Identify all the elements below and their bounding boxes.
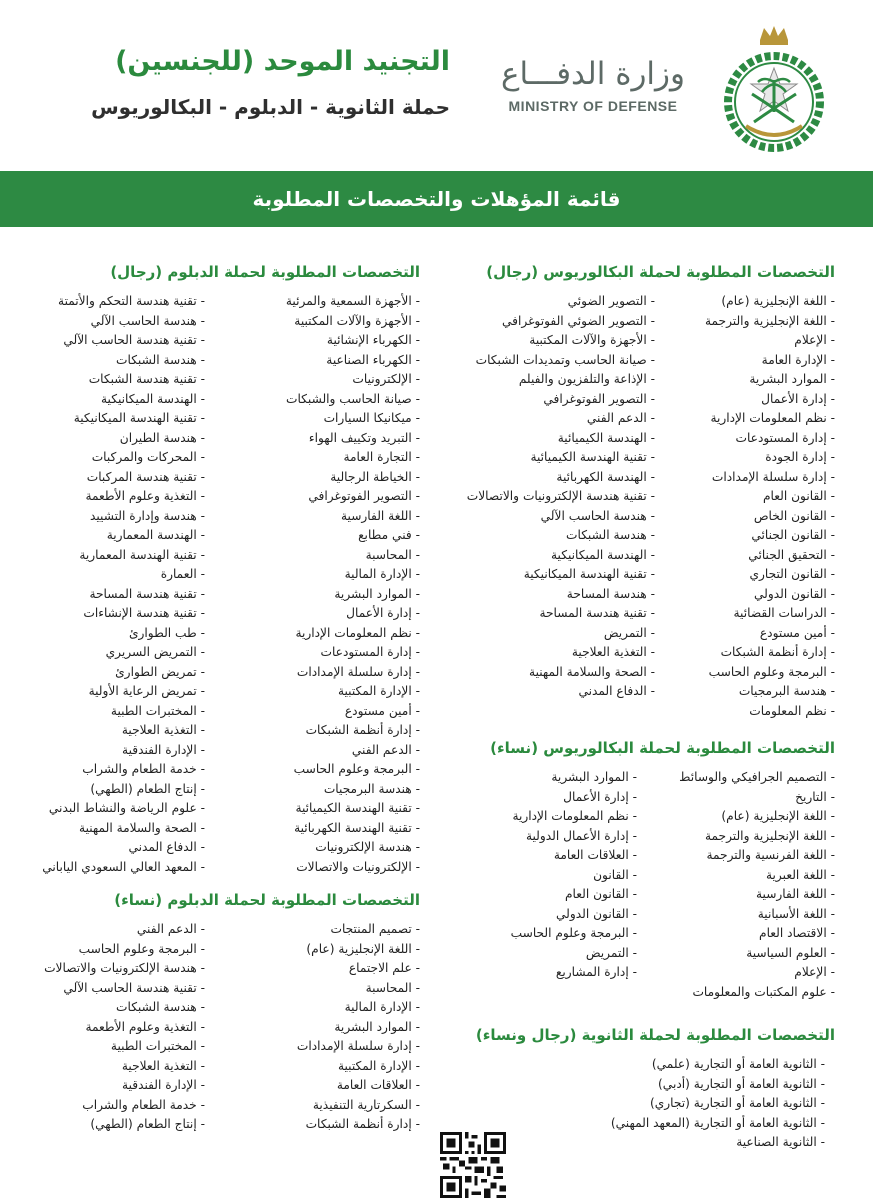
list-item: - البرمجة وعلوم الحاسب xyxy=(40,940,205,960)
list-item: - إدارة الأعمال xyxy=(655,390,835,410)
list-item: - هندسة الحاسب الآلي xyxy=(475,507,655,527)
list-item: - الثانوية العامة أو التجارية (المعهد المهني) xyxy=(595,1114,825,1134)
page-subtitle: حملة الثانوية - الدبلوم - البكالوريوس xyxy=(91,95,450,119)
list-item: - التغذية العلاجية xyxy=(40,721,205,741)
list-item: - ميكانيكا السيارات xyxy=(205,409,420,429)
section-heading: التخصصات المطلوبة لحملة البكالوريوس (نساء) xyxy=(490,739,835,757)
list-item: - اللغة الفرنسية والترجمة xyxy=(637,846,835,866)
list-item: - القانون xyxy=(475,866,637,886)
section-bachelor-women xyxy=(475,738,835,1002)
list-item: - الأجهزة والآلات المكتبية xyxy=(205,312,420,332)
list-item: - العلاقات العامة xyxy=(205,1076,420,1096)
banner-title: قائمة المؤهلات والتخصصات المطلوبة xyxy=(0,171,873,227)
list-item: - هندسة وإدارة التشييد xyxy=(40,507,205,527)
list-item: - الإعلام xyxy=(655,331,835,351)
list-column xyxy=(40,292,205,877)
list-item: - تقنية هندسة الإنشاءات xyxy=(40,604,205,624)
list-item: - إدارة الأعمال xyxy=(205,604,420,624)
list-item: - القانون الدولي xyxy=(655,585,835,605)
section-heading: التخصصات المطلوبة لحملة البكالوريوس (رجال) xyxy=(486,263,835,281)
list-item: - تصميم المنتجات xyxy=(205,920,420,940)
list-item: - التصوير الفوتوغرافي xyxy=(475,390,655,410)
list-item: - إدارة أنظمة الشبكات xyxy=(205,721,420,741)
list-item: - العمارة xyxy=(40,565,205,585)
list-item: - تقنية الهندسة الميكانيكية xyxy=(475,565,655,585)
list-item: - القانون الخاص xyxy=(655,507,835,527)
list-item: - التصوير الضوئي xyxy=(475,292,655,312)
list-item: - الأجهزة والآلات المكتبية xyxy=(475,331,655,351)
list-item: - التغذية العلاجية xyxy=(40,1057,205,1077)
list-item: - المحاسبة xyxy=(205,979,420,999)
list-item: - الإدارة العامة xyxy=(655,351,835,371)
list-item: - نظم المعلومات الإدارية xyxy=(205,624,420,644)
list-item: - علم الاجتماع xyxy=(205,959,420,979)
list-column xyxy=(655,292,835,721)
list-item: - هندسة الحاسب الآلي xyxy=(40,312,205,332)
list-item: - السكرتارية التنفيذية xyxy=(205,1096,420,1116)
section-bachelor-men xyxy=(466,262,835,721)
list-column xyxy=(595,1055,825,1153)
list-item: - نظم المعلومات xyxy=(655,702,835,722)
list-item: - الكهرباء الصناعية xyxy=(205,351,420,371)
list-item: - تقنية الهندسة المعمارية xyxy=(40,546,205,566)
list-item: - اللغة الإنجليزية (عام) xyxy=(637,807,835,827)
list-item: - التصميم الجرافيكي والوسائط xyxy=(637,768,835,788)
list-item: - الإدارة الفندقية xyxy=(40,1076,205,1096)
list-item: - فني مطابع xyxy=(205,526,420,546)
list-item: - هندسة الإلكترونيات والاتصالات xyxy=(40,959,205,979)
list-item: - المختبرات الطبية xyxy=(40,702,205,722)
list-column xyxy=(40,920,205,1135)
list-column xyxy=(475,768,637,1002)
list-item: - تقنية هندسة التحكم والأتمتة xyxy=(40,292,205,312)
list-item: - إدارة الجودة xyxy=(655,448,835,468)
list-item: - الدعم الفني xyxy=(205,741,420,761)
title-block xyxy=(30,42,450,124)
list-item: - القانون العام xyxy=(475,885,637,905)
list-item: - الدراسات القضائية xyxy=(655,604,835,624)
list-item: - التصوير الضوئي الفوتوغرافي xyxy=(475,312,655,332)
list-item: - إدارة سلسلة الإمدادات xyxy=(205,663,420,683)
list-item: - المختبرات الطبية xyxy=(40,1037,205,1057)
list-item: - اللغة الإنجليزية والترجمة xyxy=(655,312,835,332)
list-item: - تمريض الرعاية الأولية xyxy=(40,682,205,702)
list-item: - إدارة الأعمال xyxy=(475,788,637,808)
list-item: - الثانوية العامة أو التجارية (علمي) xyxy=(595,1055,825,1075)
list-item: - الثانوية الصناعية xyxy=(595,1133,825,1153)
list-item: - الأجهزة السمعية والمرئية xyxy=(205,292,420,312)
list-item: - إدارة المستودعات xyxy=(205,643,420,663)
list-item: - الإعلام xyxy=(637,963,835,983)
list-item: - الهندسة الكهربائية xyxy=(475,468,655,488)
list-item: - الهندسة الميكانيكية xyxy=(475,546,655,566)
list-item: - اللغة الإنجليزية (عام) xyxy=(655,292,835,312)
list-item: - الإدارة المكتبية xyxy=(205,682,420,702)
list-item: - هندسة البرمجيات xyxy=(655,682,835,702)
list-item: - اللغة الإنجليزية (عام) xyxy=(205,940,420,960)
list-item: - الموارد البشرية xyxy=(205,585,420,605)
list-item: - خدمة الطعام والشراب xyxy=(40,760,205,780)
ministry-emblem-icon xyxy=(716,22,832,152)
list-item: - تقنية هندسة المساحة xyxy=(475,604,655,624)
list-item: - علوم الرياضة والنشاط البدني xyxy=(40,799,205,819)
list-item: - التبريد وتكييف الهواء xyxy=(205,429,420,449)
list-column xyxy=(466,292,655,721)
header xyxy=(0,0,873,170)
list-item: - هندسة الطيران xyxy=(40,429,205,449)
section-diploma-women xyxy=(34,890,420,1135)
list-item: - الكهرباء الإنشائية xyxy=(205,331,420,351)
list-item: - إنتاج الطعام (الطهي) xyxy=(40,1115,205,1135)
list-item: - الخياطة الرجالية xyxy=(205,468,420,488)
list-item: - التاريخ xyxy=(637,788,835,808)
list-item: - هندسة الإلكترونيات xyxy=(205,838,420,858)
list-item: - البرمجة وعلوم الحاسب xyxy=(475,924,637,944)
list-item: - الإدارة المالية xyxy=(205,565,420,585)
list-item: - تقنية الهندسة الكهربائية xyxy=(205,819,420,839)
list-item: - القانون العام xyxy=(655,487,835,507)
list-item: - الإدارة المكتبية xyxy=(205,1057,420,1077)
list-item: - صيانة الحاسب والشبكات xyxy=(205,390,420,410)
list-column xyxy=(637,768,835,1002)
list-item: - الهندسة الميكانيكية xyxy=(40,390,205,410)
list-item: - هندسة الشبكات xyxy=(475,526,655,546)
list-item: - التجارة العامة xyxy=(205,448,420,468)
list-item: - الموارد البشرية xyxy=(655,370,835,390)
list-item: - نظم المعلومات الإدارية xyxy=(475,807,637,827)
list-item: - تقنية الهندسة الميكانيكية xyxy=(40,409,205,429)
list-item: - الدعم الفني xyxy=(475,409,655,429)
list-item: - تقنية الهندسة الكيميائية xyxy=(205,799,420,819)
list-item: - تقنية هندسة الحاسب الآلي xyxy=(40,331,205,351)
list-item: - الإلكترونيات والاتصالات xyxy=(205,858,420,878)
list-item: - هندسة المساحة xyxy=(475,585,655,605)
list-item: - الدعم الفني xyxy=(40,920,205,940)
list-item: - المحاسبة xyxy=(205,546,420,566)
list-item: - تقنية هندسة المركبات xyxy=(40,468,205,488)
list-item: - العلاقات العامة xyxy=(475,846,637,866)
list-item: - المحركات والمركبات xyxy=(40,448,205,468)
list-item: - تقنية هندسة الإلكترونيات والاتصالات xyxy=(475,487,655,507)
list-item: - التغذية وعلوم الأطعمة xyxy=(40,487,205,507)
list-item: - القانون الدولي xyxy=(475,905,637,925)
list-item: - إنتاج الطعام (الطهي) xyxy=(40,780,205,800)
list-item: - القانون التجاري xyxy=(655,565,835,585)
section-heading: التخصصات المطلوبة لحملة الدبلوم (رجال) xyxy=(110,263,420,281)
list-item: - صيانة الحاسب وتمديدات الشبكات xyxy=(475,351,655,371)
list-item: - الثانوية العامة أو التجارية (تجاري) xyxy=(595,1094,825,1114)
list-item: - أمين مستودع xyxy=(205,702,420,722)
list-item: - اللغة الإنجليزية والترجمة xyxy=(637,827,835,847)
list-item: - هندسة الشبكات xyxy=(40,351,205,371)
section-secondary xyxy=(470,1025,835,1153)
list-item: - اللغة الأسبانية xyxy=(637,905,835,925)
list-item: - التحقيق الجنائي xyxy=(655,546,835,566)
list-column xyxy=(205,292,420,877)
list-item: - إدارة الأعمال الدولية xyxy=(475,827,637,847)
list-item: - خدمة الطعام والشراب xyxy=(40,1096,205,1116)
list-item: - التمريض السريري xyxy=(40,643,205,663)
list-item: - تقنية هندسة الشبكات xyxy=(40,370,205,390)
list-item: - التمريض xyxy=(475,624,655,644)
list-item: - الاقتصاد العام xyxy=(637,924,835,944)
list-item: - التمريض xyxy=(475,944,637,964)
list-item: - التصوير الفوتوغرافي xyxy=(205,487,420,507)
list-item: - التغذية وعلوم الأطعمة xyxy=(40,1018,205,1038)
list-item: - الإذاعة والتلفزيون والفيلم xyxy=(475,370,655,390)
list-item: - طب الطوارئ xyxy=(40,624,205,644)
page-title: التجنيد الموحد (للجنسين) xyxy=(115,46,450,77)
qr-code-icon[interactable] xyxy=(440,1132,506,1198)
list-item: - المعهد العالي السعودي الياباني xyxy=(40,858,205,878)
list-item: - إدارة سلسلة الإمدادات xyxy=(655,468,835,488)
list-item: - الموارد البشرية xyxy=(475,768,637,788)
list-item: - تقنية هندسة المساحة xyxy=(40,585,205,605)
list-item: - إدارة أنظمة الشبكات xyxy=(655,643,835,663)
list-item: - الصحة والسلامة المهنية xyxy=(475,663,655,683)
list-item: - تمريض الطوارئ xyxy=(40,663,205,683)
list-item: - الدفاع المدني xyxy=(40,838,205,858)
section-heading: التخصصات المطلوبة لحملة الدبلوم (نساء) xyxy=(114,891,420,909)
list-item: - الثانوية العامة أو التجارية (أدبي) xyxy=(595,1075,825,1095)
list-item: - تقنية هندسة الحاسب الآلي xyxy=(40,979,205,999)
ministry-wordmark xyxy=(480,56,706,114)
section-diploma-men xyxy=(34,262,420,877)
list-item: - نظم المعلومات الإدارية xyxy=(655,409,835,429)
list-item: - علوم المكتبات والمعلومات xyxy=(637,983,835,1003)
list-item: - إدارة المشاريع xyxy=(475,963,637,983)
section-heading: التخصصات المطلوبة لحملة الثانوية (رجال ونساء) xyxy=(475,1026,835,1044)
list-item: - أمين مستودع xyxy=(655,624,835,644)
list-item: - الهندسة المعمارية xyxy=(40,526,205,546)
list-item: - البرمجة وعلوم الحاسب xyxy=(205,760,420,780)
list-item: - إدارة سلسلة الإمدادات xyxy=(205,1037,420,1057)
list-item: - الإدارة الفندقية xyxy=(40,741,205,761)
list-column xyxy=(205,920,420,1135)
list-item: - الموارد البشرية xyxy=(205,1018,420,1038)
list-item: - اللغة الفارسية xyxy=(637,885,835,905)
list-item: - التغذية العلاجية xyxy=(475,643,655,663)
list-item: - العلوم السياسية xyxy=(637,944,835,964)
list-item: - الصحة والسلامة المهنية xyxy=(40,819,205,839)
list-item: - هندسة الشبكات xyxy=(40,998,205,1018)
list-item: - الهندسة الكيميائية xyxy=(475,429,655,449)
list-item: - تقنية الهندسة الكيميائية xyxy=(475,448,655,468)
ministry-name-english: MINISTRY OF DEFENSE xyxy=(508,98,678,114)
ministry-name-arabic: وزارة الدفـــاع xyxy=(501,56,685,92)
list-item: - الإلكترونيات xyxy=(205,370,420,390)
list-item: - هندسة البرمجيات xyxy=(205,780,420,800)
list-item: - الدفاع المدني xyxy=(475,682,655,702)
list-item: - إدارة المستودعات xyxy=(655,429,835,449)
list-item: - الإدارة المالية xyxy=(205,998,420,1018)
list-item: - اللغة الفارسية xyxy=(205,507,420,527)
list-item: - القانون الجنائي xyxy=(655,526,835,546)
list-item: - إدارة أنظمة الشبكات xyxy=(205,1115,420,1135)
list-item: - اللغة العبرية xyxy=(637,866,835,886)
list-item: - البرمجة وعلوم الحاسب xyxy=(655,663,835,683)
